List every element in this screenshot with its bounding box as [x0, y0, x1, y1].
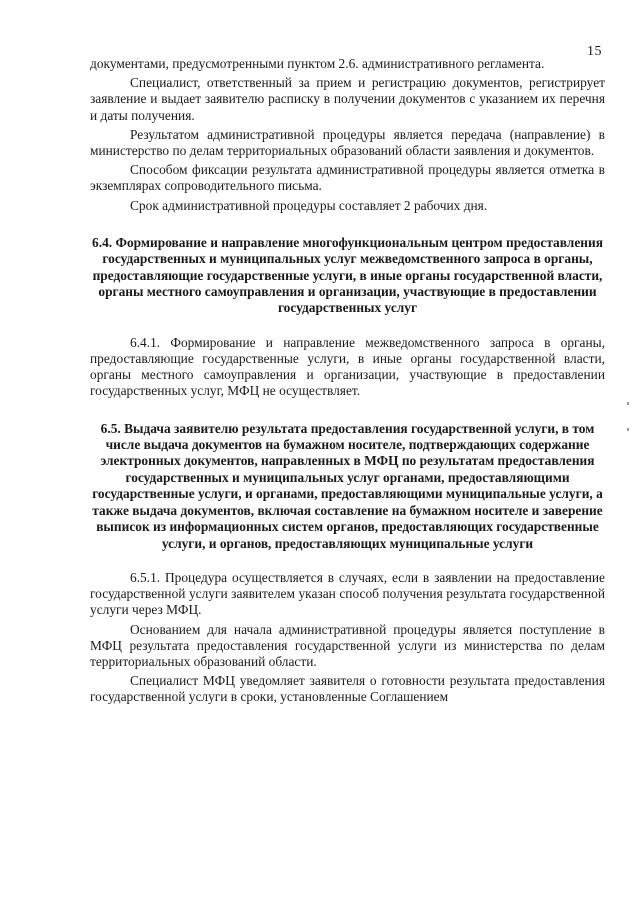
- section-heading: 6.5. Выдача заявителю результата предоставления государственной услуги, в том числе выдача документов на бумажном носителе, подтверждающих содержание электронных документов, направленных в МФЦ по результатам предоставления государственных и муниципальных услуг органами, предоставляющими государственные услуги, и органами, предоставляющими муниципальные услуги, а также выдача документов, включая составление на бумажном носителе и заверение выписок из информационных систем органов, предоставляющих государственные услуги, и органов, предоставляющих муниципальные услуги: [92, 420, 603, 551]
- scan-margin-mark: [627, 402, 629, 405]
- paragraph: документами, предусмотренными пунктом 2.6. административного регламента.: [90, 56, 545, 71]
- paragraph: 6.5.1. Процедура осуществляется в случаях, если в заявлении на предоставление государственной услуги заявителем указан способ получения результата государственной услуги через МФЦ.: [90, 569, 605, 618]
- spacer: [90, 217, 605, 235]
- page-number: 15: [587, 44, 602, 59]
- paragraph: Специалист МФЦ уведомляет заявителя о готовности результата предоставления государственной услуги в сроки, установленные Соглашением: [90, 673, 605, 705]
- paragraph: Способом фиксации результата административной процедуры является отметка в экземплярах сопроводительного письма.: [90, 162, 605, 194]
- spacer: [90, 317, 605, 335]
- spacer: [90, 403, 605, 421]
- spacer: [90, 552, 605, 570]
- document-body: [90, 56, 605, 709]
- paragraph: Основанием для начала административной процедуры является поступление в МФЦ результата предоставления государственной услуги из министерства по делам территориальных образований области.: [90, 621, 605, 669]
- paragraph: Результатом административной процедуры является передача (направление) в министерство по делам территориальных образований области заявления и документов.: [90, 126, 605, 159]
- paragraph: Срок административной процедуры составляет 2 рабочих дня.: [130, 197, 488, 213]
- paragraph: Специалист, ответственный за прием и регистрацию документов, регистрирует заявление и выдает заявителю расписку в получении документов с указанием их перечня и даты получения.: [90, 75, 605, 123]
- scan-margin-mark: [627, 428, 629, 431]
- paragraph: 6.4.1. Формирование и направление межведомственного запроса в органы, предоставляющие государственные услуги, в иные органы государственной власти, органы местного самоуправления и организации, участвующие в предоставлении государственных услуг, МФЦ не осуществляет.: [90, 334, 605, 399]
- section-heading: 6.4. Формирование и направление многофункциональным центром предоставления государственных и муниципальных услуг межведомственного запроса в органы, предоставляющие государственные услуги, в иные органы государственной власти, органы местного самоуправления и организации, участвующие в предоставлении государственных услуг: [92, 234, 603, 316]
